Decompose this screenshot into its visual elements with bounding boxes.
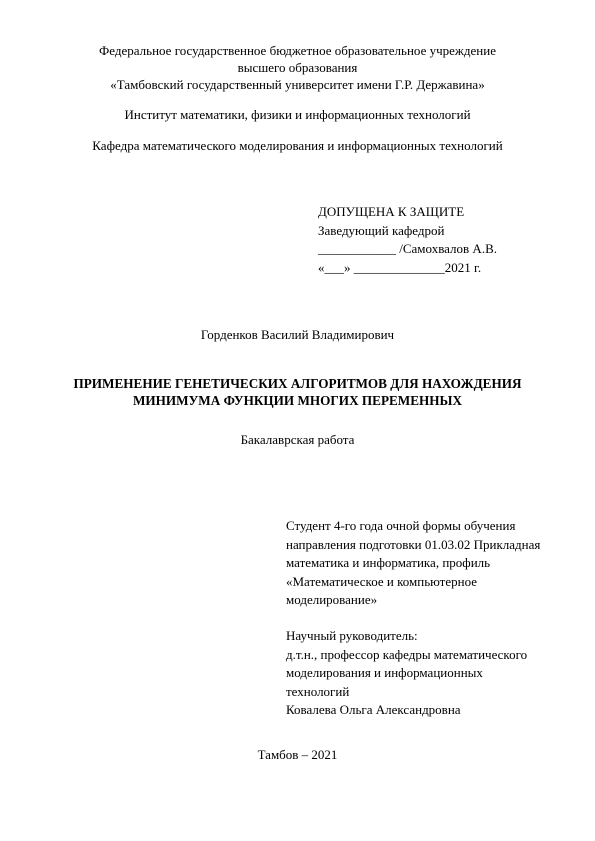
thesis-title-line-2: МИНИМУМА ФУНКЦИИ МНОГИХ ПЕРЕМЕННЫХ: [132, 393, 463, 408]
supervisor-line-5: Ковалева Ольга Александровна: [286, 702, 461, 717]
institution-line-3: «Тамбовский государственный университет имени Г.Р. Державина»: [110, 77, 485, 92]
student-line-4: «Математическое и компьютерное: [286, 573, 477, 589]
institution-line-2: высшего образования: [237, 60, 358, 75]
student-line-5: моделирование»: [286, 592, 378, 607]
institute-name: Институт математики, физики и информационных технологий: [124, 107, 471, 122]
supervisor-block: [286, 627, 527, 720]
author-name: Горденков Василий Владимирович: [200, 327, 395, 342]
student-block: [286, 517, 540, 610]
student-line-3: математика и информатика, профиль: [286, 555, 491, 570]
supervisor-line-2: д.т.н., профессор кафедры математического: [286, 646, 528, 662]
approval-role: Заведующий кафедрой: [318, 222, 445, 238]
city-year: Тамбов – 2021: [257, 747, 338, 762]
supervisor-line-4: технологий: [286, 683, 350, 699]
student-line-1: Студент 4-го года очной формы обучения: [286, 518, 516, 533]
supervisor-line-3: моделирования и информационных: [286, 665, 483, 680]
approval-block: [318, 203, 497, 277]
approval-date: «___» ______________2021 г.: [318, 259, 482, 275]
student-line-2: направления подготовки 01.03.02 Прикладная: [286, 536, 541, 552]
supervisor-line-1: Научный руководитель:: [286, 628, 418, 643]
approval-signature: ____________ /Самохвалов А.В.: [318, 241, 497, 256]
institution-line-1: Федеральное государственное бюджетное образовательное учреждение: [99, 43, 496, 58]
work-type: Бакалаврская работа: [240, 432, 355, 447]
thesis-title-line-1: ПРИМЕНЕНИЕ ГЕНЕТИЧЕСКИХ АЛГОРИТМОВ ДЛЯ НАХОЖДЕНИЯ: [73, 376, 522, 391]
department-name: Кафедра математического моделирования и информационных технологий: [92, 138, 503, 153]
approval-heading: ДОПУЩЕНА К ЗАЩИТЕ: [318, 204, 465, 219]
